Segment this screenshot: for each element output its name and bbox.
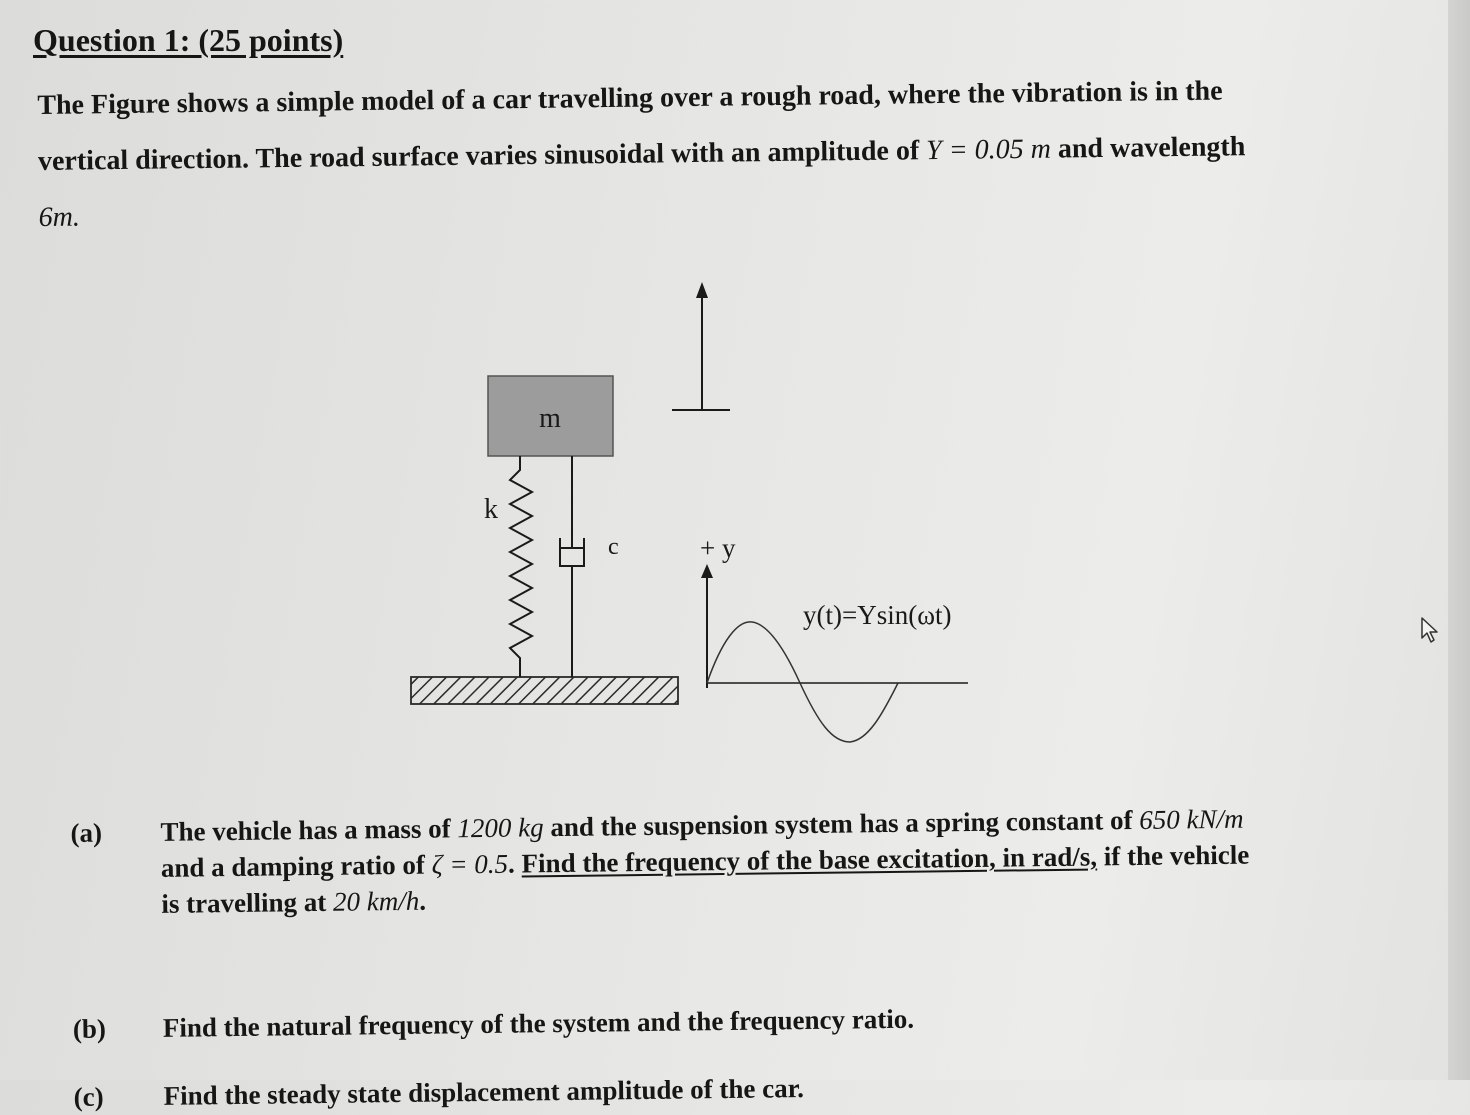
part-a-text-7: . [419, 885, 427, 916]
part-a-task: Find the frequency of the base excitation, in rad/s, [521, 841, 1098, 879]
amplitude-value: Y = 0.05 m [925, 133, 1052, 167]
question-title: Question 1: (25 points) [33, 22, 344, 58]
road-equation: y(t)=Ysin(ωt) [803, 600, 952, 630]
reference-arrow-icon [672, 282, 730, 410]
part-c-text: Find the steady state displacement amplitude of the car. [163, 1073, 805, 1111]
part-a-text [160, 800, 1331, 922]
part-c-label: (c) [73, 1081, 104, 1112]
mass-label: m [539, 403, 561, 434]
direction-label: + y [700, 533, 736, 563]
part-a-text-2: and the suspension system has a spring constant of [543, 804, 1140, 843]
intro-text-b: and wavelength [1050, 131, 1246, 165]
part-a-text-5: if the vehicle [1096, 839, 1250, 872]
intro-line-1: The Figure shows a simple model of a car travelling over a rough road, where the vibration is in the [37, 75, 1223, 121]
part-a-text-1: The vehicle has a mass of [160, 813, 458, 847]
figure-svg [400, 270, 990, 760]
damper-label: c [608, 534, 619, 560]
part-a-label: (a) [70, 817, 103, 848]
displacement-arrow-icon [701, 564, 713, 688]
part-b [73, 996, 1333, 1047]
part-a-text-4: . [507, 848, 522, 879]
wavelength-value: 6m. [38, 201, 81, 233]
question-parts [70, 780, 1332, 1112]
part-a-text-3: and a damping ratio of [160, 849, 432, 883]
mass-value: 1200 kg [457, 812, 544, 844]
mouse-pointer-icon [1420, 616, 1440, 649]
spring-constant-value: 650 kN/m [1139, 803, 1244, 835]
spring-label: k [484, 494, 498, 525]
road-wave-icon [707, 622, 898, 742]
part-a-text-6: is travelling at [161, 886, 334, 919]
damping-ratio-value: ζ = 0.5 [431, 848, 509, 880]
speed-value: 20 km/h [332, 885, 420, 917]
part-b-text: Find the natural frequency of the system and the frequency ratio. [162, 1003, 915, 1043]
part-b-label: (b) [72, 1013, 107, 1044]
car-suspension-figure [400, 270, 990, 760]
intro-paragraph [37, 62, 1339, 246]
part-a [70, 800, 1331, 923]
part-c [73, 1064, 1333, 1115]
spring-icon [510, 456, 532, 677]
damper-icon [560, 456, 584, 677]
intro-text-a: vertical direction. The road surface varies sinusoidal with an amplitude of [37, 135, 927, 177]
ground-hatch [411, 677, 678, 704]
